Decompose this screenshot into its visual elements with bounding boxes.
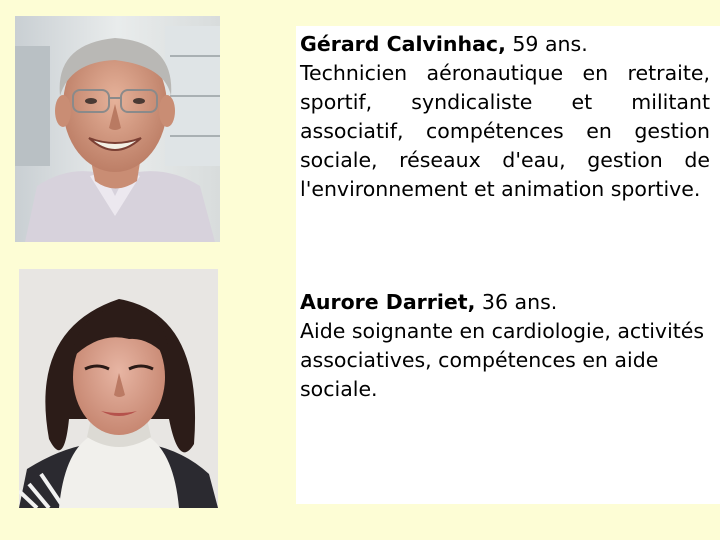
person-description: Technicien aéronautique en retraite, sportif, syndicaliste et militant associatif, compétences en gestion sociale, réseaux d'eau, gestion de l'environnement et animation sportive. — [300, 61, 710, 201]
person-age: 59 ans. — [505, 32, 588, 56]
portrait-photo-aurore — [19, 269, 218, 508]
person-name: Gérard Calvinhac, — [300, 32, 506, 56]
person-age: 36 ans. — [475, 290, 558, 314]
person-description: Aide soignante en cardiologie, activités associatives, compétences en aide sociale. — [300, 319, 705, 401]
biography-panel — [296, 26, 720, 504]
biography-aurore — [300, 288, 710, 404]
biography-gerard — [300, 30, 710, 204]
portrait-photo-gerard — [15, 16, 220, 242]
person-name: Aurore Darriet, — [300, 290, 476, 314]
